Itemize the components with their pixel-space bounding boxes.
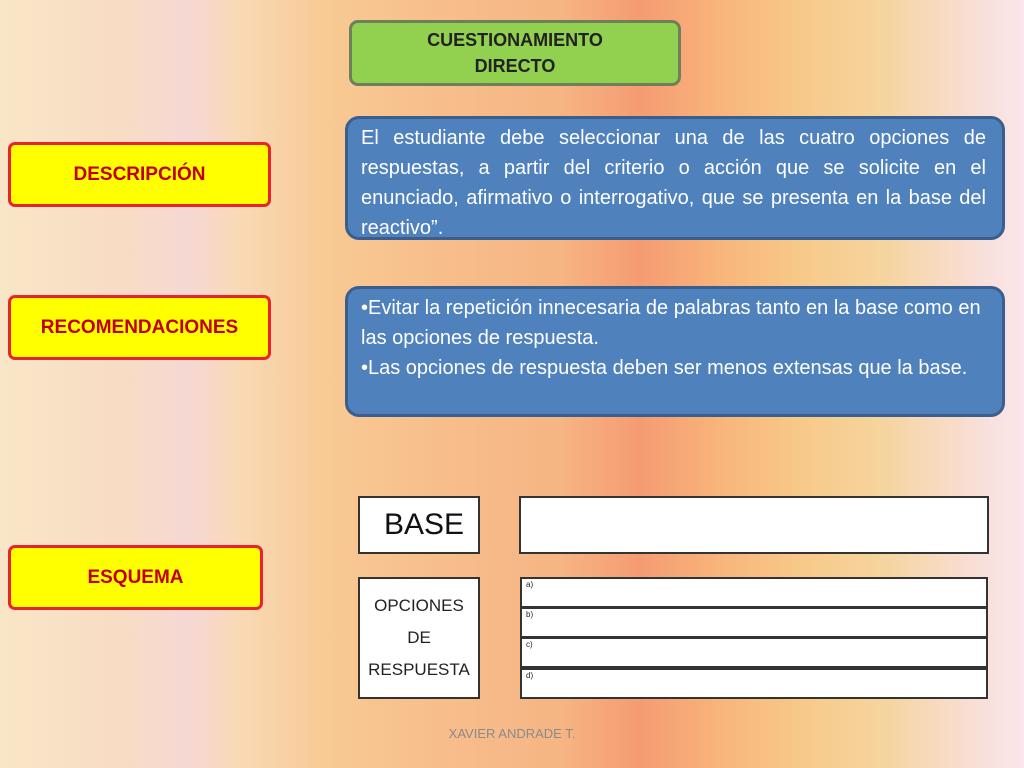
recomendacion-item-1: •Evitar la repetición innecesaria de palabras tanto en la base como en las opciones de respuesta. — [361, 297, 981, 349]
opciones-line-1: OPCIONES — [374, 596, 464, 615]
footer-author: XAVIER ANDRADE T. — [448, 726, 576, 741]
option-letter-b: b) — [526, 610, 534, 619]
opciones-line-3: RESPUESTA — [368, 660, 470, 679]
base-label: BASE — [384, 508, 465, 541]
base-cell — [358, 496, 480, 554]
option-letter-a: a) — [526, 580, 534, 589]
option-row-a — [520, 577, 988, 608]
label-recomendaciones: RECOMENDACIONES — [8, 295, 271, 360]
option-letter-c: c) — [526, 640, 533, 649]
option-row-d — [520, 668, 988, 699]
descripcion-text: El estudiante debe seleccionar una de las cuatro opciones de respuestas, a partir del criterio o acción que se solicite en el enunciado, afirmativo o interrogativo, que se presenta en la base del reactivo”. — [361, 127, 986, 239]
label-descripcion: DESCRIPCIÓN — [8, 142, 271, 207]
descripcion-box — [345, 116, 1005, 240]
option-letter-d: d) — [526, 671, 534, 680]
recomendaciones-box — [345, 286, 1005, 417]
recomendacion-item-2: •Las opciones de respuesta deben ser menos extensas que la base. — [361, 357, 968, 379]
option-row-b — [520, 607, 988, 638]
opciones-cell — [358, 577, 480, 699]
title-line-2: DIRECTO — [474, 56, 556, 76]
title-line-1: CUESTIONAMIENTO — [427, 30, 603, 50]
label-esquema: ESQUEMA — [8, 545, 263, 610]
base-content-cell — [519, 496, 989, 554]
opciones-line-2: DE — [407, 628, 431, 647]
option-row-c — [520, 637, 988, 668]
title-box — [349, 20, 681, 86]
